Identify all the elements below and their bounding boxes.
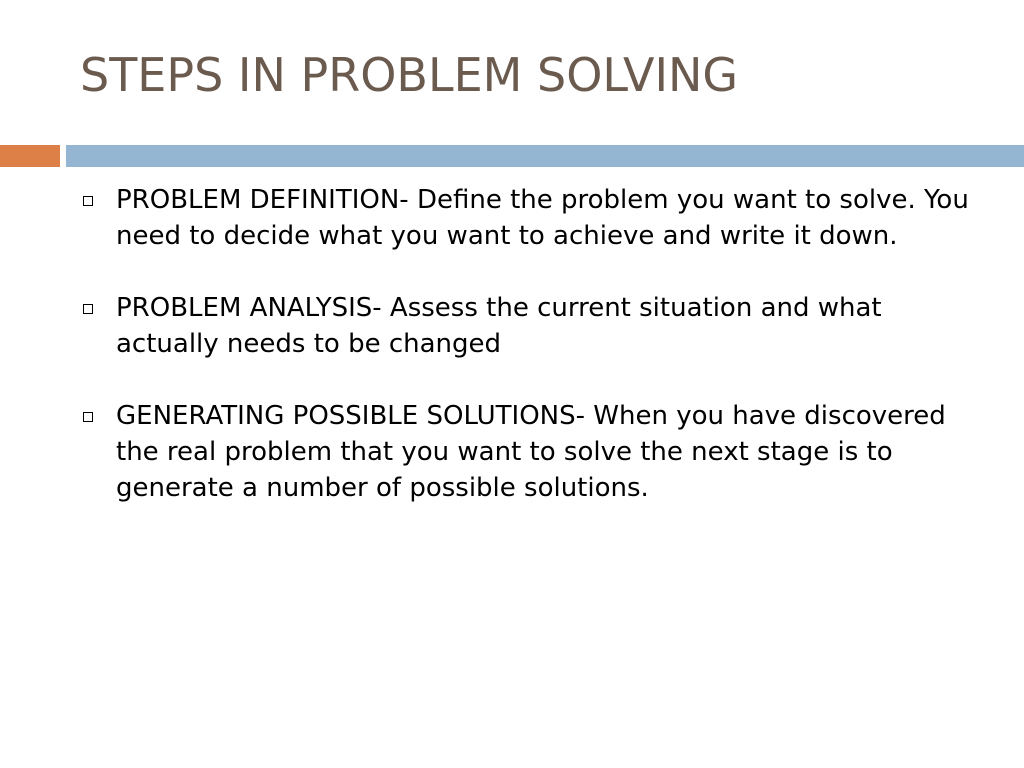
bullet-item-generating-solutions <box>80 398 980 506</box>
accent-bar-orange <box>0 145 60 167</box>
square-bullet-icon <box>83 196 93 206</box>
bullet-item-problem-definition <box>80 182 980 254</box>
accent-bar-blue <box>66 145 1024 167</box>
bullet-text: PROBLEM DEFINITION- Define the problem you want to solve. You need to decide what you want to achieve and write it down. <box>116 185 969 251</box>
bullet-item-problem-analysis <box>80 290 980 362</box>
bullet-text: PROBLEM ANALYSIS- Assess the current situation and what actually needs to be changed <box>116 293 882 359</box>
slide-title: STEPS IN PROBLEM SOLVING <box>80 48 739 102</box>
square-bullet-icon <box>83 412 93 422</box>
bullet-list <box>80 182 980 542</box>
square-bullet-icon <box>83 304 93 314</box>
bullet-text: GENERATING POSSIBLE SOLUTIONS- When you have discovered the real problem that you want to solve the next stage is to generate a number of possible solutions. <box>116 401 946 503</box>
